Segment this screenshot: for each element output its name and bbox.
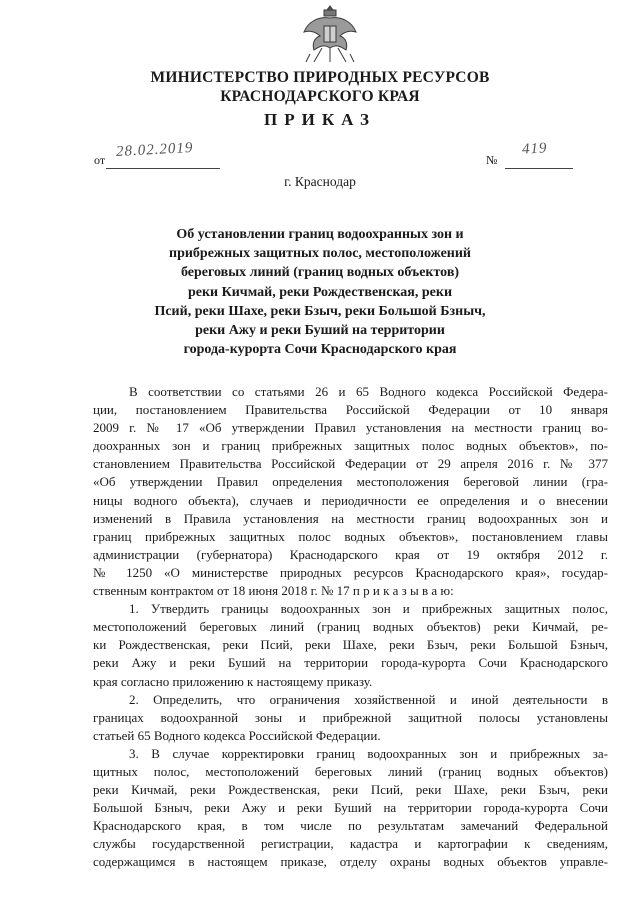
title-line: Псий, реки Шахе, реки Бзыч, реки Большой Бзныч, (154, 303, 486, 319)
date-underline (106, 168, 220, 169)
number-underline (505, 168, 573, 169)
body-line: Большой Бзныч, реки Ажу и реки Буший на территории города-курорта Сочи (93, 800, 608, 816)
title-line: береговых линий (границ водных объектов) (180, 265, 460, 281)
body-line: границах водоохранной зоны и прибрежной защитной полосы установлены (93, 709, 608, 725)
body-line: ции, постановлением Правительства Российской Федерации от 10 января (93, 402, 608, 418)
body-line: «Об утверждении Правил определения местоположения береговой линии (гра- (93, 474, 608, 490)
title-line: города-курорта Сочи Краснодарского края (183, 342, 457, 358)
body-line: Краснодарского края, в том числе по результатам замечаний Федеральной (93, 818, 608, 834)
body-line: В соответствии со статьями 26 и 65 Водного кодекса Российской Федера- (129, 384, 608, 399)
order-title (80, 225, 560, 359)
body-line: доохранных зон и границ прибрежных защитных полос водных объектов», по- (93, 438, 608, 454)
body-line: статьей 65 Водного кодекса Российской Федерации. (93, 727, 381, 743)
document-type: ПРИКАЗ (264, 110, 376, 129)
body-line: границ прибрежных защитных полос водных объектов», постановлением главы (93, 528, 608, 544)
title-line: Об установлении границ водоохранных зон и (176, 227, 464, 242)
handwritten-number: 419 (521, 140, 548, 158)
handwritten-date: 28.02.2019 (115, 139, 194, 161)
ministry-name-line1: МИНИСТЕРСТВО ПРИРОДНЫХ РЕСУРСОВ (150, 69, 490, 86)
title-line: реки Ажу и реки Буший на территории (195, 323, 445, 339)
coat-of-arms-icon (300, 2, 360, 64)
body-line: края согласно приложению к настоящему приказу. (93, 673, 373, 689)
body-line: № 1250 «О министерстве природных ресурсов Краснодарского края», государ- (93, 564, 608, 580)
body-line: становлением Правительства Российской Федерации от 29 апреля 2016 г. № 377 (93, 456, 608, 472)
body-line: ки Рождественская, реки Псий, реки Шахе, реки Бзыч, реки Большой Бзныч, (93, 637, 608, 653)
body-line: 2009 г. № 17 «Об утверждении Правил установления на местности границ во- (93, 420, 608, 436)
body-line: администрации (губернатора) Краснодарского края от 19 октября 2012 г. (93, 546, 608, 562)
body-line: службы государственной регистрации, кадастра и картографии к сведениям, (93, 836, 608, 852)
body-line: изменений в Правила установления на местности границ водоохранных зон и (93, 510, 608, 526)
date-prefix: от (94, 153, 106, 167)
body-line: ницы водного объекта), случаев и периодичности ее определения и о внесении (93, 492, 608, 508)
ministry-name-line2: КРАСНОДАРСКОГО КРАЯ (220, 88, 420, 105)
body-line: реки Кичмай, реки Рождественская, реки Псий, реки Шахе, реки Бзыч, реки (93, 782, 608, 798)
city: г. Краснодар (284, 174, 356, 189)
title-line: прибрежных защитных полос, местоположений (169, 246, 471, 262)
body-line: 2. Определить, что ограничения хозяйственной и иной деятельности в (129, 691, 608, 707)
order-body (93, 383, 608, 872)
body-line: реки Ажу и реки Буший на территории города-курорта Сочи Краснодарского (93, 655, 608, 671)
body-line: 3. В случае корректировки границ водоохранных зон и прибрежных за- (129, 745, 608, 761)
title-line: реки Кичмай, реки Рождественская, реки (187, 284, 453, 300)
body-line: ственным контрактом от 18 июня 2018 г. № 17 п р и к а з ы в а ю: (93, 583, 454, 599)
body-line: местоположений береговых линий (границ водных объектов) реки Кичмай, ре- (93, 619, 608, 635)
body-line: 1. Утвердить границы водоохранных зон и прибрежных защитных полос, (129, 601, 608, 617)
body-line: содержащимся в настоящем приказе, отделу охраны водных объектов управле- (93, 854, 608, 870)
number-prefix: № (486, 153, 498, 167)
body-line: щитных полос, местоположений береговых линий (границ водных объектов) (93, 763, 608, 779)
